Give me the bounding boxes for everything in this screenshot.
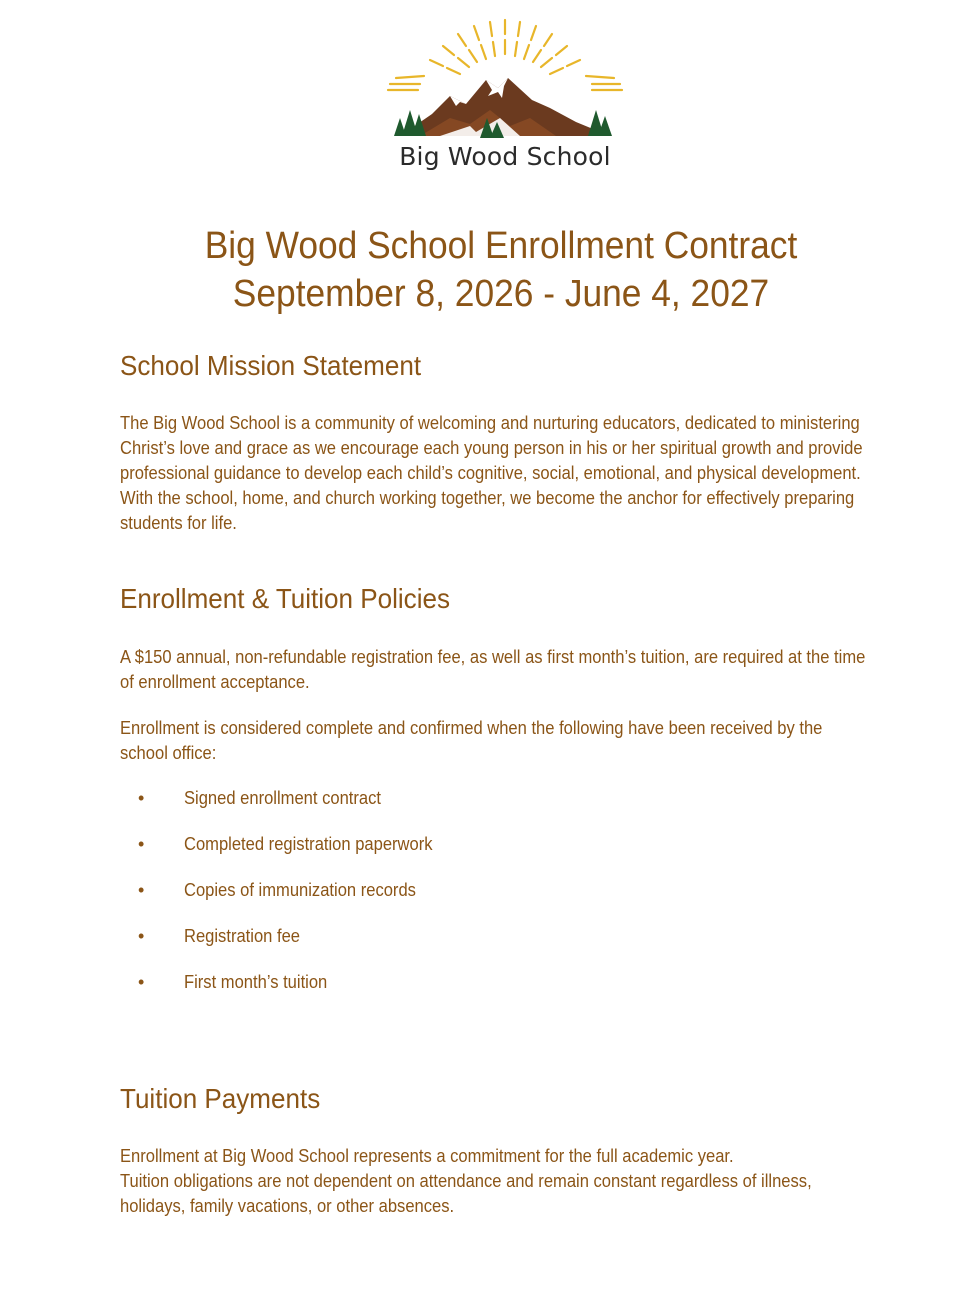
- bullet-icon: •: [138, 926, 145, 946]
- list-item-text: Signed enrollment contract: [184, 788, 381, 808]
- page-title: [35, 222, 967, 318]
- list-item-text: Copies of immunization records: [184, 880, 416, 900]
- bullet-icon: •: [138, 788, 145, 808]
- mountain-sunrise-icon: [380, 14, 630, 144]
- mission-heading: School Mission Statement: [120, 350, 422, 381]
- bullet-icon: •: [138, 972, 145, 992]
- enrollment-heading: Enrollment & Tuition Policies: [120, 583, 450, 614]
- list-item-text: First month’s tuition: [184, 972, 328, 992]
- title-line-1: Big Wood School Enrollment Contract: [204, 225, 798, 267]
- title-line-2: September 8, 2026 - June 4, 2027: [232, 273, 770, 315]
- school-logo: [380, 14, 630, 184]
- tuition-line-2: Tuition obligations are not dependent on attendance and remain constant regardless of illness, holidays, family vacations, or other absences.: [120, 1171, 812, 1216]
- enrollment-para-1: A $150 annual, non-refundable registration fee, as well as first month’s tuition, are required at the time of enrollment acceptance.: [120, 647, 866, 692]
- enrollment-para-2: Enrollment is considered complete and confirmed when the following have been received by the school office:: [120, 718, 823, 763]
- logo-wordmark: Big Wood School: [399, 142, 611, 171]
- mission-body: The Big Wood School is a community of welcoming and nurturing educators, dedicated to ministering Christ’s love and grace as we encourage each young person in his or her spiritual growth and provide professional guidance to develop each child’s cognitive, social, emotional, and physical development. With the school, home, and church working together, we become the anchor for effectively preparing students for life.: [120, 413, 863, 533]
- tuition-heading: Tuition Payments: [120, 1083, 321, 1114]
- bullet-icon: •: [138, 880, 145, 900]
- list-item-text: Completed registration paperwork: [184, 834, 433, 854]
- list-item-text: Registration fee: [184, 926, 300, 946]
- tuition-line-1: Enrollment at Big Wood School represents a commitment for the full academic year.: [120, 1146, 734, 1166]
- tuition-body: [120, 1144, 874, 1219]
- bullet-icon: •: [138, 834, 145, 854]
